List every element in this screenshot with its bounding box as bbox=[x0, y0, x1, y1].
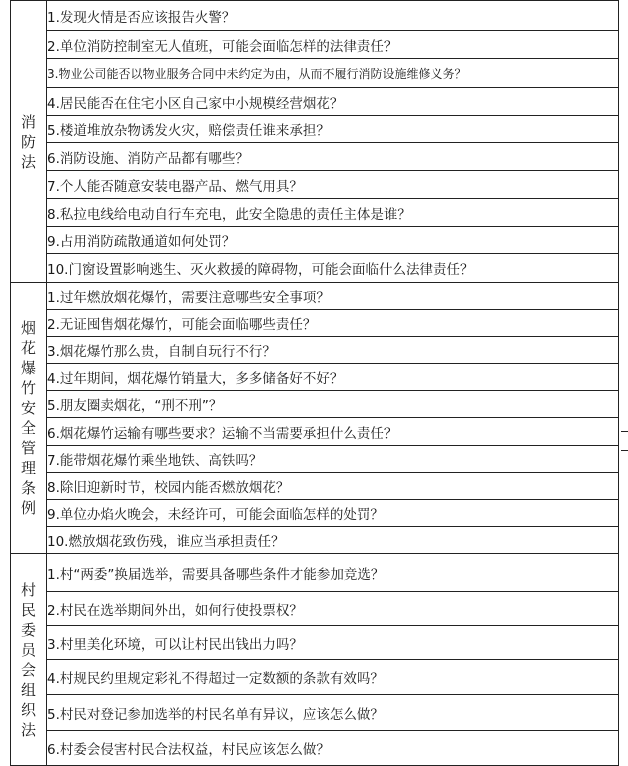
table-row bbox=[11, 171, 619, 199]
question-text: 1.发现火情是否应该报告火警？ bbox=[47, 1, 619, 31]
question-text: 5.朋友圈卖烟花，“刑不刑”？ bbox=[47, 391, 619, 418]
table-row bbox=[11, 527, 619, 554]
table-row bbox=[11, 227, 619, 254]
question-text: 2.无证囤售烟花爆竹，可能会面临哪些责任？ bbox=[47, 310, 619, 337]
category-cell bbox=[11, 1, 47, 283]
question-text: 8.除旧迎新时节，校园内能否燃放烟花？ bbox=[47, 473, 619, 500]
question-text: 2.单位消防控制室无人值班，可能会面临怎样的法律责任？ bbox=[47, 31, 619, 59]
question-text: 10.燃放烟花致伤残，谁应当承担责任？ bbox=[47, 527, 619, 554]
question-text: 3.烟花爆竹那么贵，自制自玩行不行？ bbox=[47, 337, 619, 364]
question-text: 9.占用消防疏散通道如何处罚？ bbox=[47, 227, 619, 254]
table-row bbox=[11, 310, 619, 337]
table-row bbox=[11, 364, 619, 391]
table-row bbox=[11, 554, 619, 592]
margin-tick bbox=[621, 450, 628, 451]
question-text: 7.能带烟花爆竹乘坐地铁、高铁吗？ bbox=[47, 446, 619, 473]
question-text: 4.过年期间，烟花爆竹销量大，多多储备好不好？ bbox=[47, 364, 619, 391]
question-text: 4.居民能否在住宅小区自己家中小规模经营烟花？ bbox=[47, 88, 619, 116]
question-text: 10.门窗设置影响逃生、灭火救援的障碍物，可能会面临什么法律责任？ bbox=[47, 254, 619, 283]
question-text: 6.村委会侵害村民合法权益，村民应该怎么做？ bbox=[47, 731, 619, 766]
faq-table bbox=[10, 0, 619, 766]
table-row bbox=[11, 337, 619, 364]
table-row bbox=[11, 143, 619, 171]
table-row bbox=[11, 283, 619, 310]
question-text: 5.楼道堆放杂物诱发火灾，赔偿责任谁来承担？ bbox=[47, 116, 619, 143]
margin-tick bbox=[621, 431, 628, 432]
table-row bbox=[11, 254, 619, 283]
question-text: 6.消防设施、消防产品都有哪些？ bbox=[47, 143, 619, 171]
table-row bbox=[11, 592, 619, 626]
question-text: 9.单位办焰火晚会，未经许可，可能会面临怎样的处罚？ bbox=[47, 500, 619, 527]
question-text: 3.村里美化环境，可以让村民出钱出力吗？ bbox=[47, 626, 619, 660]
table-row bbox=[11, 626, 619, 660]
table-row bbox=[11, 418, 619, 446]
table-row bbox=[11, 1, 619, 31]
category-cell bbox=[11, 283, 47, 554]
question-text: 3.物业公司能否以物业服务合同中未约定为由，从而不履行消防设施维修义务？ bbox=[47, 59, 619, 88]
question-text: 6.烟花爆竹运输有哪些要求？运输不当需要承担什么责任？ bbox=[47, 418, 619, 446]
table-row bbox=[11, 446, 619, 473]
table-row bbox=[11, 391, 619, 418]
category-label: 村民委员会组织法 bbox=[21, 580, 37, 739]
question-text: 1.村“两委”换届选举，需要具备哪些条件才能参加竞选？ bbox=[47, 554, 619, 592]
table-row bbox=[11, 116, 619, 143]
question-text: 7.个人能否随意安装电器产品、燃气用具？ bbox=[47, 171, 619, 199]
table-row bbox=[11, 31, 619, 59]
table-row bbox=[11, 59, 619, 88]
table-row bbox=[11, 660, 619, 695]
table-row bbox=[11, 88, 619, 116]
table-row bbox=[11, 731, 619, 766]
category-label: 烟花爆竹安全管理条例 bbox=[21, 319, 37, 517]
question-text: 5.村民对登记参加选举的村民名单有异议，应该怎么做？ bbox=[47, 695, 619, 731]
question-text: 8.私拉电线给电动自行车充电，此安全隐患的责任主体是谁？ bbox=[47, 199, 619, 227]
category-cell bbox=[11, 554, 47, 766]
question-text: 4.村规民约里规定彩礼不得超过一定数额的条款有效吗？ bbox=[47, 660, 619, 695]
table-row bbox=[11, 695, 619, 731]
category-label: 消防法 bbox=[21, 112, 37, 171]
table-row bbox=[11, 473, 619, 500]
table-row bbox=[11, 199, 619, 227]
question-text: 1.过年燃放烟花爆竹，需要注意哪些安全事项？ bbox=[47, 283, 619, 310]
table-row bbox=[11, 500, 619, 527]
question-text: 2.村民在选举期间外出，如何行使投票权？ bbox=[47, 592, 619, 626]
faq-table-body bbox=[11, 1, 619, 766]
